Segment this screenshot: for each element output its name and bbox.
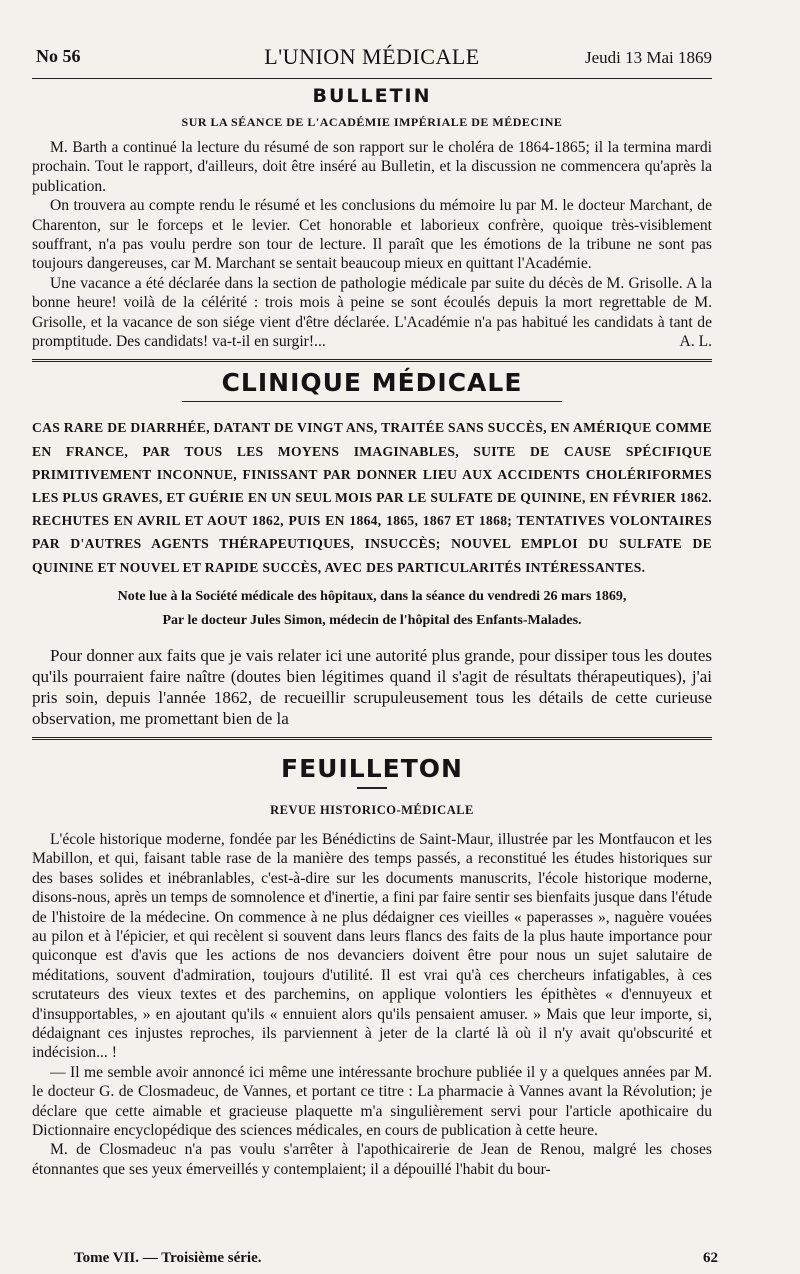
issue-number: No 56 <box>36 46 81 66</box>
note-text: Note lue à la Société médicale des hôpitaux, dans la séance du vendredi 26 mars 1869, <box>117 588 627 604</box>
masthead <box>32 40 712 76</box>
tome-label: Tome VII. — Troisième série. <box>74 1250 262 1266</box>
clinique-body: Pour donner aux faits que je vais relater ici une autorité plus grande, pour dissiper tous les doutes qu'ils pourraient faire naître (doutes bien légitimes quand il s'agit de résultats thérapeutiques), j'ai pris soin, depuis l'année 1862, de recueillir scrupuleusement tous les détails de cette curieuse observation, me promettant bien de la <box>32 645 712 728</box>
bulletin-title: BULLETIN <box>312 85 432 107</box>
feuilleton-title-rule <box>357 787 387 789</box>
feuilleton-paragraph: M. de Closmadeuc n'a pas voulu s'arrêter à l'apothicairerie de Jean de Renou, malgré les choses étonnantes que ses yeux émerveillés y contemplaient; il a dépouillé l'habit du bour- <box>32 1141 712 1178</box>
feuilleton-paragraph: — Il me semble avoir annoncé ici même une intéressante brochure publiée il y a quelques années par M. le docteur G. de Closmadeuc, de Vannes, et portant ce titre : La pharmacie à Vannes avant la Révolution; je déclare que cette aimable et gracieuse plaquette m'a singulièrement servi pour l'article apothicaire du Dictionnaire encyclopédique des sciences médicales, en cours de publication à cette heure. <box>32 1063 712 1139</box>
bulletin-paragraph-text: Une vacance a été déclarée dans la section de pathologie médicale par suite du décès de M. Grisolle. A la bonne heure! voilà de la célérité : trois mois à peine se sont écoulés depuis la mort regrettable de M. Grisolle, et la vacance de son siége vient d'être déclarée. L'Académie n'a pas habitué les candidats à tant de promptitude. Des candidats! va-t-il en surgir!... <box>32 274 712 351</box>
bulletin-subtitle: SUR LA SÉANCE DE L'ACADÉMIE IMPÉRIALE DE MÉDECINE <box>181 115 563 129</box>
feuilleton-divider <box>32 737 712 740</box>
feuilleton-subtitle: REVUE HISTORICO-MÉDICALE <box>270 802 474 817</box>
bulletin-paragraph <box>32 274 712 352</box>
feuilleton-title: FEUILLETON <box>281 753 463 783</box>
section-divider <box>32 359 712 362</box>
newspaper-page <box>32 40 712 1179</box>
note-author: Par le docteur Jules Simon, médecin de l'hôpital des Enfants-Malades. <box>162 612 582 628</box>
page-footer <box>74 1250 718 1270</box>
bulletin-paragraph: M. Barth a continué la lecture du résumé de son rapport sur le choléra de 1864-1865; il la termina mardi prochain. Tout le rapport, d'ailleurs, doit être inséré au Bulletin, et la discussion ne commencera qu'après la publication. <box>32 139 712 195</box>
journal-title: L'UNION MÉDICALE <box>264 44 480 69</box>
clinique-note <box>32 585 712 633</box>
issue-date: Jeudi 13 Mai 1869 <box>584 48 712 67</box>
masthead-rule <box>32 78 712 79</box>
page-number: 62 <box>703 1250 718 1266</box>
clinique-title-rule <box>182 401 562 402</box>
bulletin-signature: A. L. <box>679 333 712 351</box>
clinique-title: CLINIQUE MÉDICALE <box>221 368 523 398</box>
feuilleton-paragraph: L'école historique moderne, fondée par les Bénédictins de Saint-Maur, illustrée par les Montfaucon et les Mabillon, et qui, faisant table rase de la manière des temps passés, a reconstitué les études historiques sur des bases solides et inébranlables, c'est-à-dire sur les documents manuscrits, l'école historique moderne, disons-nous, après un temps de somnolence et d'inertie, a fini par faire sentir ses bienfaits jusque dans l'étude de l'histoire de la médecine. On commence à ne plus dédaigner ces vieilles « paperasses », naguère vouées au pilon et à l'épicier, et qui recèlent si souvent dans leurs flancs des faits de la plus haute importance pour quiconque est d'avis que les actions de nos devanciers doivent être pour nous un sujet salutaire de méditations, souvent d'admiration, toujours d'utilité. Il est vrai qu'à ces chercheurs infatigables, à ces scrutateurs des vieux textes et des parchemins, on applique volontiers les épithètes « d'ennuyeux et d'insupportables, » en ajoutant qu'ils « ennuient alors qu'ils pensaient amuser. » Mais que leur importe, si, dédaignant ces injustes reproches, ils parviennent à jeter de la clarté là où il n'y avait qu'obscurité et indécision... ! <box>32 830 712 1062</box>
bulletin-paragraph: On trouvera au compte rendu le résumé et les conclusions du mémoire lu par M. le docteur Marchant, de Charenton, sur le forceps et le levier. Cet honorable et laborieux confrère, quoique très-visiblement souffrant, n'a pas voulu perdre son tour de lecture. Il paraît que les émotions de la tribune ne sont pas toujours dangereuses, car M. Marchant se sentait beaucoup mieux en quittant l'Académie. <box>32 197 712 273</box>
case-title: CAS RARE DE DIARRHÉE, DATANT DE VINGT ANS, TRAITÉE SANS SUCCÈS, EN AMÉRIQUE COMME EN FRANCE, PAR TOUS LES MOYENS IMAGINABLES, SUITE DE CAUSE SPÉCIFIQUE PRIMITIVEMENT INCONNUE, FINISSANT PAR DONNER LIEU AUX ACCIDENTS CHOLÉRIFORMES LES PLUS GRAVES, ET GUÉRIE EN UN SEUL MOIS PAR LE SULFATE DE QUININE, EN FÉVRIER 1862. RECHUTES EN AVRIL ET AOUT 1862, PUIS EN 1864, 1865, 1867 ET 1868; TENTATIVES VOLONTAIRES PAR D'AUTRES AGENTS THÉRAPEUTIQUES, INSUCCÈS; NOUVEL EMPLOI DU SULFATE DE QUININE ET NOUVEL ET RAPIDE SUCCÈS, AVEC DES PARTICULARITÉS INTÉRESSANTES. <box>32 420 712 575</box>
